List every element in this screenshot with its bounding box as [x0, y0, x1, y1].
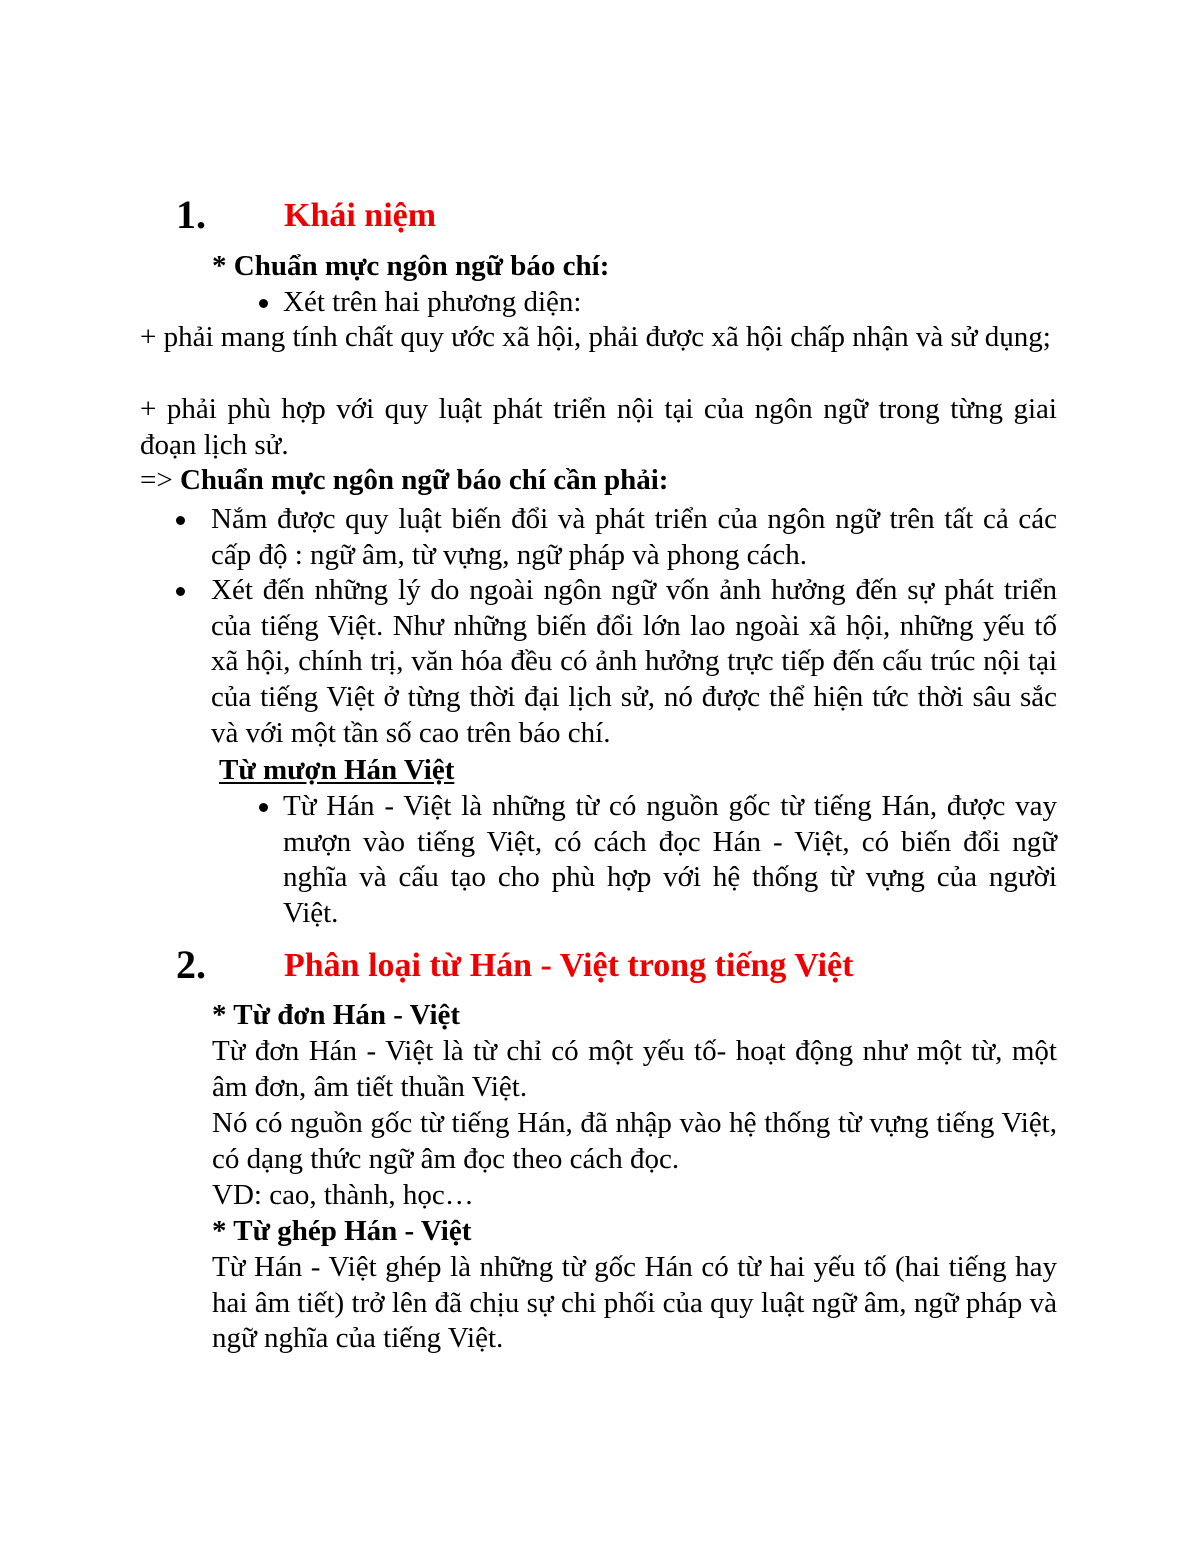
requirement-bullet-1: Nắm được quy luật biến đổi và phát triển của ngôn ngữ trên tất cả các cấp độ : ngữ âm, từ vựng, ngữ pháp và phong cách. — [211, 503, 1057, 571]
conclusion-text: Chuẩn mực ngôn ngữ báo chí cần phải: — [179, 464, 669, 496]
bullet-dot — [259, 299, 268, 308]
requirement-bullet-2: Xét đến những lý do ngoài ngôn ngữ vốn ảnh hưởng đến sự phát triển của tiếng Việt. Như những biến đổi lớn lao ngoài xã hội, những yếu tố xã hội, chính trị, văn hóa đều có ảnh hưởng trực tiếp đến cấu trúc nội tại của tiếng Việt ở từng thời đại lịch sử, nó được thể hiện tức thời sâu sắc và với một tần số cao trên báo chí. — [211, 574, 1057, 749]
standard-subheading: * Chuẩn mực ngôn ngữ báo chí: — [212, 250, 610, 282]
section-2-number: 2. — [176, 942, 206, 987]
bullet-dot — [176, 587, 185, 596]
aspects-bullet-text: Xét trên hai phương diện: — [283, 286, 582, 318]
single-word-example: VD: cao, thành, học… — [212, 1179, 474, 1211]
conclusion-arrow: => — [140, 464, 180, 496]
compound-word-paragraph: Từ Hán - Việt ghép là những từ gốc Hán có từ hai yếu tố (hai tiếng hay hai âm tiết) trở lên đã chịu sự chi phối của quy luật ngữ âm, ngữ pháp và ngữ nghĩa của tiếng Việt. — [212, 1251, 1057, 1355]
loan-words-heading: Từ mượn Hán Việt — [219, 754, 455, 786]
section-1-number: 1. — [176, 192, 206, 237]
section-2-title: Phân loại từ Hán - Việt trong tiếng Việt — [284, 947, 854, 984]
bullet-dot — [176, 516, 185, 525]
loan-words-definition: Từ Hán - Việt là những từ có nguồn gốc từ tiếng Hán, được vay mượn vào tiếng Việt, có cách đọc Hán - Việt, có biến đổi ngữ nghĩa và cấu tạo cho phù hợp với hệ thống từ vựng của người Việt. — [283, 790, 1057, 930]
bullet-dot — [259, 803, 268, 812]
criterion-paragraph-1: + phải mang tính chất quy ước xã hội, phải được xã hội chấp nhận và sử dụng; — [140, 321, 1051, 353]
criterion-paragraph-2: + phải phù hợp với quy luật phát triển nội tại của ngôn ngữ trong từng giai đoạn lịch sử. — [140, 393, 1057, 461]
single-word-paragraph-2: Nó có nguồn gốc từ tiếng Hán, đã nhập vào hệ thống từ vựng tiếng Việt, có dạng thức ngữ âm đọc theo cách đọc. — [212, 1107, 1057, 1175]
compound-word-heading: * Từ ghép Hán - Việt — [212, 1215, 472, 1247]
single-word-heading: * Từ đơn Hán - Việt — [212, 999, 461, 1031]
single-word-paragraph-1: Từ đơn Hán - Việt là từ chỉ có một yếu tố- hoạt động như một từ, một âm đơn, âm tiết thuần Việt. — [212, 1035, 1057, 1103]
conclusion-line — [140, 463, 668, 499]
section-1-title: Khái niệm — [284, 197, 437, 234]
